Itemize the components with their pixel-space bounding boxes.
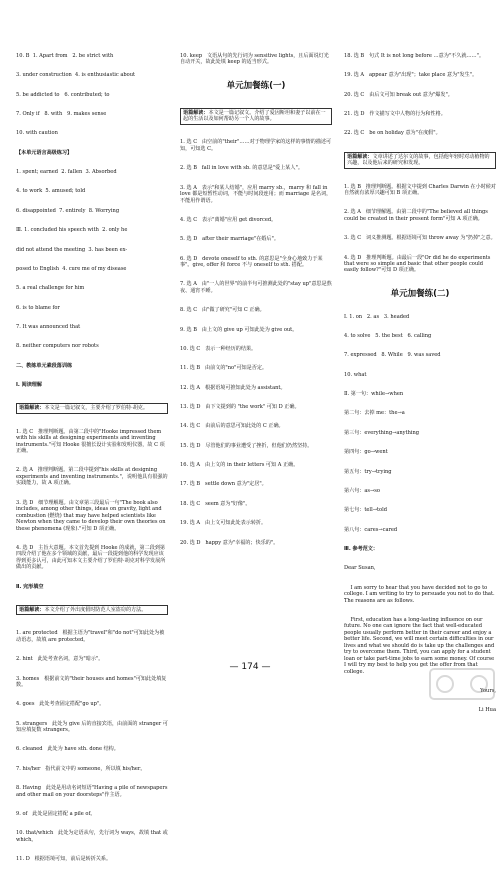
answer-item: 7. 选 A 由"一人的世界"的前半句可推测此处的"stay up"意思是熬夜、通宵不睡。 (180, 281, 332, 294)
answer-item: 20. 选 D happy 意为"幸福的；快乐的"。 (180, 539, 279, 546)
answer-item: 10. keep 文语从句的先行词为 sensitive lights，且后面说灯光自动开关，故此处填 keep 的适当形式。 (180, 52, 329, 66)
answer-item: 14. 选 C 由前后的意思可知此处的 C 正确。 (180, 423, 284, 430)
answer-item: 11. 选 B 由前文的"no"可知是否定。 (180, 365, 268, 372)
column-left (16, 40, 168, 876)
answer-item: 8. Having 此处是用动名词短语"Having a pile of newspapers and other mail on your doorsteps"作主语。 (16, 785, 170, 798)
answer-item: 1. are protected 根据主语为"travel"和"do not"可知此处为被动语态，故填 are protected。 (16, 630, 165, 643)
text-line: 第三句：everything→anything (344, 429, 420, 436)
text-line: did not attend the meeting 3. has been ex- (16, 246, 128, 253)
answer-item: 5. strangers 此处为 give 后的直接宾语，由前面的 stranger 可知应填复数 strangers。 (16, 720, 168, 734)
answer-item: 9. 选 B 由上文的 give up 可知此处为 give out。 (180, 326, 298, 333)
box-label: 语篇解读： (347, 153, 373, 160)
passage-note-box (16, 605, 168, 615)
passage-note-box (180, 108, 332, 125)
box-text: 本文是一篇记叙文，主要介绍了罗伯特·胡克。 (44, 405, 148, 412)
passage-note-box (16, 403, 168, 413)
answer-item: 4. 选 D 主旨大意题。本文首先提到 Hooke 的成就，第二段到第四段介绍了他在多个领域的贡献，最后一段提到他的科学发现应该得到更多认可，由此可知本文主要介绍了罗伯特·胡克对科学发展所做出的贡献。 (16, 544, 166, 571)
letter-line: Yours, (480, 687, 496, 694)
answer-item: 21. 选 D 作文描写文中人物的行为和性格。 (344, 110, 446, 117)
answer-item: 16. 选 A 由上文的 in their letters 可知 A 正确。 (180, 462, 299, 469)
answer-item: 11. D 根据语境可知，前后是转折关系。 (16, 856, 112, 863)
text-line: 5. be addicted to 6. contributed; to (16, 91, 110, 98)
text-line: 第六句：as→so (344, 487, 380, 494)
answer-item: 12. 选 A 根据语境可推知此处为 assistant。 (180, 384, 286, 391)
text-line: 10. with caution (16, 130, 58, 137)
text-line: 4. to solve 5. the best 6. calling (344, 333, 432, 340)
answer-item: 3. 选 D 细节理解题。由文章第三段最后一句"The book also includes, among other things, ideas on gravity, light and combustion (燃烧) that may have helped scientists like Newton when they came to develop their own theories on these phenomena (现象)."可知 D 项正确。 (16, 499, 168, 532)
answer-item: 22. 选 C be on holiday 意为"在度假"。 (344, 130, 441, 137)
answer-item: 2. 选 A 推理判断题。第二段中提到"his skills at designing experiments and inventing instruments."，说明他具有很强的实践能力，故 A 项正确。 (16, 467, 168, 487)
answer-item: 20. 选 C 由后文可知 break out 意为"爆发"。 (344, 91, 453, 98)
unit-title: 单元加餐练(一) (226, 80, 286, 91)
text-line: 7. It was announced that (16, 323, 81, 330)
answer-item: 1. 选 C 由空前的"their"……对于物理学家的这样的事情的描述可知，可知选 C。 (180, 139, 332, 152)
letter-line: Li Hua (478, 707, 496, 714)
subsection-heading: 【本单元语言高级练习】 (16, 149, 73, 156)
answer-item: 6. 选 D devote oneself to sth. 的意思是"全身心地致力于某事"。give, offer 和 force 不与 oneself to sth. 搭配。 (180, 255, 323, 269)
unit-title: 单元加餐练(二) (390, 288, 450, 299)
text-line: 10. B 1. Apart from 2. be strict with (16, 52, 114, 59)
text-line: 7. Only if 8. with 9. makes sense (16, 110, 107, 117)
answer-item: 1. 选 B 推理判断题。根据文中提到 Charles Darwin 在小时候对自然就有浓厚兴趣可知 B 项正确。 (344, 183, 496, 196)
text-line: 7. expressed 8. While 9. was saved (344, 352, 441, 359)
passage-note-box (344, 152, 496, 169)
page-number: — 174 — (229, 662, 271, 672)
text-line: 4. to work 5. amused; told (16, 188, 86, 195)
answer-item: 2. hint 此处考查名词，意为"暗示"。 (16, 656, 104, 663)
answer-item: 18. 选 B 句式 It is not long before …意为"不久就……"。 (344, 52, 485, 59)
text-line: 1. spent; earned 2. fallen 3. Absorbed (16, 169, 117, 176)
watermark-logo-icon (428, 667, 496, 701)
text-line: Ⅲ. 1. concluded his speech with 2. only he (16, 227, 128, 234)
answer-item: 17. 选 B settle down 意为"定居"。 (180, 481, 267, 488)
text-line: 8. neither computers nor robots (16, 343, 99, 350)
text-line: 5. a real challenge for him (16, 285, 85, 292)
text-line: 第八句：cares→cared (344, 526, 398, 533)
answer-item: 10. 选 C 表示一种经历的结果。 (180, 345, 257, 352)
box-label: 语篇解读： (183, 109, 209, 116)
answer-item: 19. 选 A appear 意为"出现"；take place 意为"发生"。 (344, 72, 478, 79)
answer-item: 19. 选 A 由上文可知此处表示转折。 (180, 520, 267, 527)
section-heading: 二、教练单元素段落训练 (16, 362, 73, 369)
letter-line: I am sorry to hear that you have decided not to go to college. I am writing to try to persuade you not to do that. The reasons are as follows. (344, 584, 497, 604)
subsection-heading: Ⅲ. 参考范文： (344, 545, 378, 552)
answer-item: 4. 选 D 推理判断题。由最后一段"Or did he do experiments that were so simple and basic that other people could easily follow?"可知 D 项正确。 (344, 254, 493, 274)
text-line: 第七句：tell→told (344, 507, 387, 514)
answer-item: 10. that/which 此处为定语从句，先行词为 ways，故填 that 或 which。 (16, 830, 170, 843)
answer-item: 3. 选 A 表示"和某人结婚"，应用 marry sb.，marry 和 fall in love 都是短暂性动词，不能与时间段连用；而 marriage 是名词，不能用作谓语。 (180, 184, 332, 204)
letter-line: First, education has a long-lasting influence on our future. No one can ignore the fact that well-educated people usually perform better in their career and enjoy a better life. Second, we will meet certain difficulties in our lives and what we should do is take up the challenges and try to overcome them. Third, you can apply for a student loan or take part-time jobs to earn some money. Of course I will try my best to help you get the offer from that college. (344, 616, 496, 675)
answer-item: 9. of 此处是固定搭配 a pile of。 (16, 811, 96, 818)
column-middle (180, 40, 332, 559)
answer-item: 2. 选 A 细节理解题。由第二段中的"The believed all things could be created in their present form"可知 A 项正确。 (344, 209, 490, 222)
answer-item: 4. goes 此处考查固定搭配"go up"。 (16, 701, 105, 708)
box-text: 文章讲述了达尔文的故事，包括他年轻时对动植物的兴趣，以及他后来的研究和发现。 (347, 153, 490, 167)
column-right (344, 40, 496, 727)
subsection-heading: Ⅱ. 完形填空 (16, 583, 44, 590)
answer-item: 1. 选 C 推理判断题。由第二段中的"Hooke impressed them with his skills at designing experiments and inventing instruments."可知 Hooke 很擅长设计实验和发明仪器，故 C 项正确。 (16, 428, 165, 455)
answer-item: 6. cleaned 此处为 have sth. done 结构。 (16, 746, 119, 753)
text-line: posed to English 4. cure me of my disease (16, 265, 127, 272)
answer-item: 5. 选 D after their marriage"在婚后"。 (180, 236, 279, 243)
text-line: Ⅰ. 1. on 2. as 3. headed (344, 313, 410, 320)
text-line: 6. is to blame for (16, 304, 60, 311)
answer-item: 18. 选 C seem 意为"好像"。 (180, 500, 251, 507)
subsection-heading: Ⅰ. 阅读理解 (16, 382, 42, 389)
answer-item: 7. his/her 指代前文中的 someone，所以填 his/her。 (16, 765, 146, 772)
box-label: 语篇解读： (19, 405, 45, 412)
text-line: 第二句：去掉 me：the→a (344, 410, 405, 417)
text-line: 第四句：go→went (344, 449, 388, 456)
letter-line: Dear Susan, (344, 565, 376, 572)
box-label: 语篇解读： (19, 606, 45, 613)
text-line: 3. under construction 4. is enthusiastic about (16, 72, 136, 79)
box-text: 本文介绍了外出度假时防范人室盗窃的方法。 (44, 606, 147, 613)
answer-item: 3. 选 C 词义推测题。根据语境可知 throw away 为"扔掉"之意。 (344, 235, 496, 242)
answer-item: 13. 选 D 由下文提到的 "the work" 可知 D 正确。 (180, 404, 300, 411)
text-line: 第五句：try→trying (344, 468, 392, 475)
box-text: 本文是一篇记叙文。介绍了爱因斯坦和妻子以前在一起的生活以及如何帮助另一个人的故事。 (183, 109, 326, 123)
answer-item: 2. 选 B fall in love with sb. 的意思是"爱上某人"。 (180, 165, 303, 172)
answer-item: 4. 选 C 表示"离婚"应用 get divorced。 (180, 216, 277, 223)
text-line: 10. what (344, 371, 367, 378)
answer-item: 15. 选 D 尽管他们的事业遭受了挫折，但他们仍然坚持。 (180, 442, 313, 449)
answer-item: 3. homes 根据前文的"their houses and homes"可知此处填复数。 (16, 675, 167, 688)
text-line: Ⅱ. 第一句：while→when (344, 391, 404, 398)
answer-item: 8. 选 C 由"做了研究"可知 C 正确。 (180, 307, 265, 314)
text-line: 6. disappointed 7. entirely 8. Worrying (16, 207, 120, 214)
